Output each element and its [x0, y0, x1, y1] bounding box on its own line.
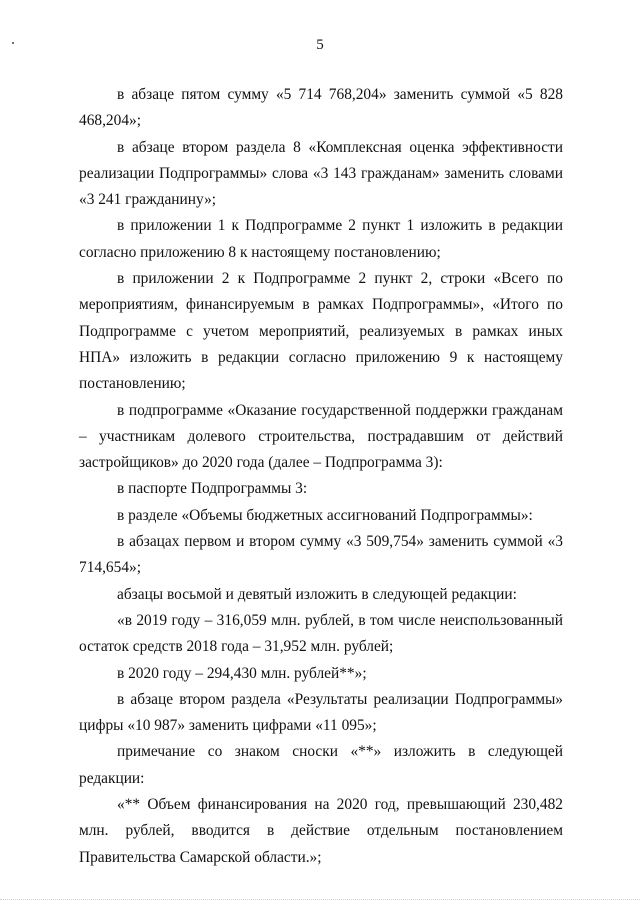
paragraph: в абзаце втором раздела 8 «Комплексная оценка эффективности реализации Подпрограммы» слова «3 143 гражданам» заменить словами «3 241 гражданину»;	[79, 138, 563, 209]
paragraph: в приложении 1 к Подпрограмме 2 пункт 1 изложить в редакции согласно приложению 8 к настоящему постановлению;	[79, 217, 563, 261]
paragraph: «в 2019 году – 316,059 млн. рублей, в том числе неиспользованный остаток средств 2018 года – 31,952 млн. рублей;	[79, 611, 563, 656]
paragraph: примечание со знаком сноски «**» изложить в следующей редакции:	[79, 743, 563, 787]
page-number: 5	[316, 37, 324, 53]
paragraph: в 2020 году – 294,430 млн. рублей**»;	[117, 664, 367, 682]
paragraph: в подпрограмме «Оказание государственной поддержки гражданам – участникам долевого строительства, пострадавшим от действий застройщиков» до 2020 года (далее – Подпрограмма 3):	[79, 401, 563, 472]
paragraph: в абзаце пятом сумму «5 714 768,204» заменить суммой «5 828 468,204»;	[79, 86, 563, 130]
paragraph: в паспорте Подпрограммы 3:	[117, 480, 308, 498]
paragraph: в разделе «Объемы бюджетных ассигнований Подпрограммы»:	[117, 506, 533, 524]
paragraph: абзацы восьмой и девятый изложить в следующей редакции:	[117, 585, 517, 603]
paragraph: в абзацах первом и втором сумму «3 509,754» заменить суммой «3 714,654»;	[79, 533, 563, 577]
document-body	[79, 82, 563, 871]
paragraph: «** Объем финансирования на 2020 год, превышающий 230,482 млн. рублей, вводится в действие отдельным постановлением Правительства Самарской области.»;	[79, 796, 563, 866]
paragraph: в приложении 2 к Подпрограмме 2 пункт 2, строки «Всего по мероприятиям, финансируемым в рамках Подпрограммы», «Итого по Подпрограмме с учетом мероприятий, реализуемых в рамках иных НПА» изложить в редакции согласно приложению 9 к настоящему постановлению;	[79, 270, 563, 393]
paragraph: в абзаце втором раздела «Результаты реализации Подпрограммы» цифры «10 987» заменить цифрами «11 095»;	[79, 690, 563, 735]
scan-edge	[0, 899, 640, 905]
